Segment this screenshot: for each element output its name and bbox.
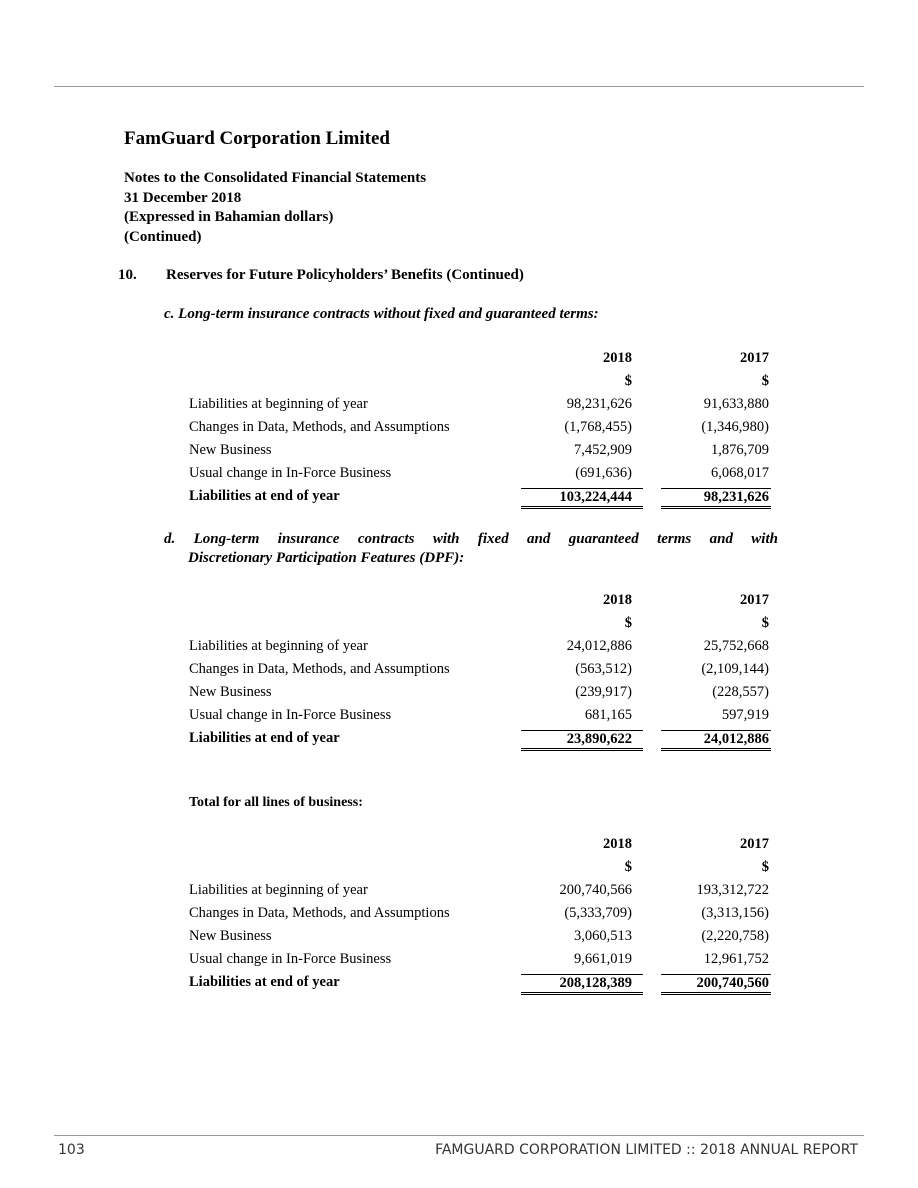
total-all-lines-heading: Total for all lines of business: (189, 795, 363, 810)
table-row (189, 396, 779, 419)
currency-2018: $ (624, 615, 632, 631)
value-2017: 6,068,017 (711, 465, 769, 481)
total-label: Liabilities at end of year (189, 488, 340, 504)
bottom-divider (54, 1135, 864, 1136)
value-2017: 597,919 (721, 707, 769, 723)
total-row (189, 730, 779, 753)
table-row (189, 684, 779, 707)
total-label: Liabilities at end of year (189, 730, 340, 746)
total-2017: 200,740,560 (661, 974, 771, 995)
value-2018: (239,917) (575, 684, 632, 700)
table-row (189, 442, 779, 465)
value-2018: 24,012,886 (566, 638, 632, 654)
value-2018: 681,165 (584, 707, 632, 723)
table-row (189, 419, 779, 442)
value-2017: (2,109,144) (701, 661, 769, 677)
col-2018-header: 2018 (603, 350, 632, 366)
section-d-table (189, 592, 779, 753)
table-row (189, 465, 779, 488)
header-line-4: (Continued) (124, 228, 202, 245)
table-header-row (189, 836, 779, 859)
table-row (189, 638, 779, 661)
value-2017: (2,220,758) (701, 928, 769, 944)
row-label: Changes in Data, Methods, and Assumptions (189, 661, 450, 677)
value-2018: 200,740,566 (559, 882, 632, 898)
col-2017-header: 2017 (740, 592, 769, 608)
note-title: Reserves for Future Policyholders’ Benefits (Continued) (166, 267, 524, 283)
page-number: 103 (58, 1142, 85, 1158)
col-2017-header: 2017 (740, 836, 769, 852)
value-2017: (1,346,980) (701, 419, 769, 435)
table-row (189, 882, 779, 905)
col-2017-header: 2017 (740, 350, 769, 366)
total-2017: 98,231,626 (661, 488, 771, 509)
top-divider (54, 86, 864, 87)
statement-header (124, 169, 426, 247)
table-row (189, 661, 779, 684)
currency-row (189, 615, 779, 638)
header-line-3: (Expressed in Bahamian dollars) (124, 209, 334, 225)
total-2017: 24,012,886 (661, 730, 771, 751)
header-line-1: Notes to the Consolidated Financial Statements (124, 170, 427, 186)
company-name: FamGuard Corporation Limited (124, 128, 390, 149)
currency-2017: $ (761, 615, 769, 631)
value-2018: (1,768,455) (564, 419, 632, 435)
currency-2018: $ (624, 859, 632, 875)
row-label: Usual change in In-Force Business (189, 707, 392, 723)
section-d-heading (164, 530, 778, 568)
value-2017: 12,961,752 (703, 951, 769, 967)
row-label: New Business (189, 928, 272, 944)
row-label: Changes in Data, Methods, and Assumptions (189, 419, 450, 435)
row-label: Changes in Data, Methods, and Assumptions (189, 905, 450, 921)
value-2017: 25,752,668 (703, 638, 769, 654)
total-2018: 103,224,444 (521, 488, 643, 509)
note-number: 10. (118, 267, 137, 283)
section-c-table (189, 350, 779, 511)
value-2018: (691,636) (575, 465, 632, 481)
row-label: New Business (189, 442, 272, 458)
total-2018: 23,890,622 (521, 730, 643, 751)
section-d-heading-line-1: d. Long-term insurance contracts with fixed and guaranteed terms and with (164, 531, 778, 547)
table-row (189, 707, 779, 730)
col-2018-header: 2018 (603, 836, 632, 852)
currency-2017: $ (761, 373, 769, 389)
col-2018-header: 2018 (603, 592, 632, 608)
value-2018: 9,661,019 (574, 951, 632, 967)
currency-2017: $ (761, 859, 769, 875)
value-2017: 193,312,722 (696, 882, 769, 898)
total-2018: 208,128,389 (521, 974, 643, 995)
row-label: Usual change in In-Force Business (189, 465, 392, 481)
table-header-row (189, 592, 779, 615)
row-label: Liabilities at beginning of year (189, 882, 368, 898)
table-row (189, 905, 779, 928)
section-c-heading: c. Long-term insurance contracts without fixed and guaranteed terms: (164, 306, 599, 322)
row-label: New Business (189, 684, 272, 700)
total-label: Liabilities at end of year (189, 974, 340, 990)
value-2018: (563,512) (575, 661, 632, 677)
table-header-row (189, 350, 779, 373)
table-row (189, 928, 779, 951)
currency-2018: $ (624, 373, 632, 389)
value-2018: (5,333,709) (564, 905, 632, 921)
currency-row (189, 859, 779, 882)
total-row (189, 974, 779, 997)
value-2018: 7,452,909 (574, 442, 632, 458)
currency-row (189, 373, 779, 396)
value-2018: 98,231,626 (566, 396, 632, 412)
value-2017: 91,633,880 (703, 396, 769, 412)
section-d-heading-line-2: Discretionary Participation Features (DPF): (188, 550, 465, 566)
total-row (189, 488, 779, 511)
row-label: Liabilities at beginning of year (189, 396, 368, 412)
value-2017: (3,313,156) (701, 905, 769, 921)
row-label: Liabilities at beginning of year (189, 638, 368, 654)
value-2018: 3,060,513 (574, 928, 632, 944)
total-all-lines-table (189, 836, 779, 997)
value-2017: (228,557) (712, 684, 769, 700)
value-2017: 1,876,709 (711, 442, 769, 458)
row-label: Usual change in In-Force Business (189, 951, 392, 967)
header-line-2: 31 December 2018 (124, 189, 242, 206)
table-row (189, 951, 779, 974)
footer-report-title: FAMGUARD CORPORATION LIMITED :: 2018 ANNUAL REPORT (435, 1142, 858, 1158)
